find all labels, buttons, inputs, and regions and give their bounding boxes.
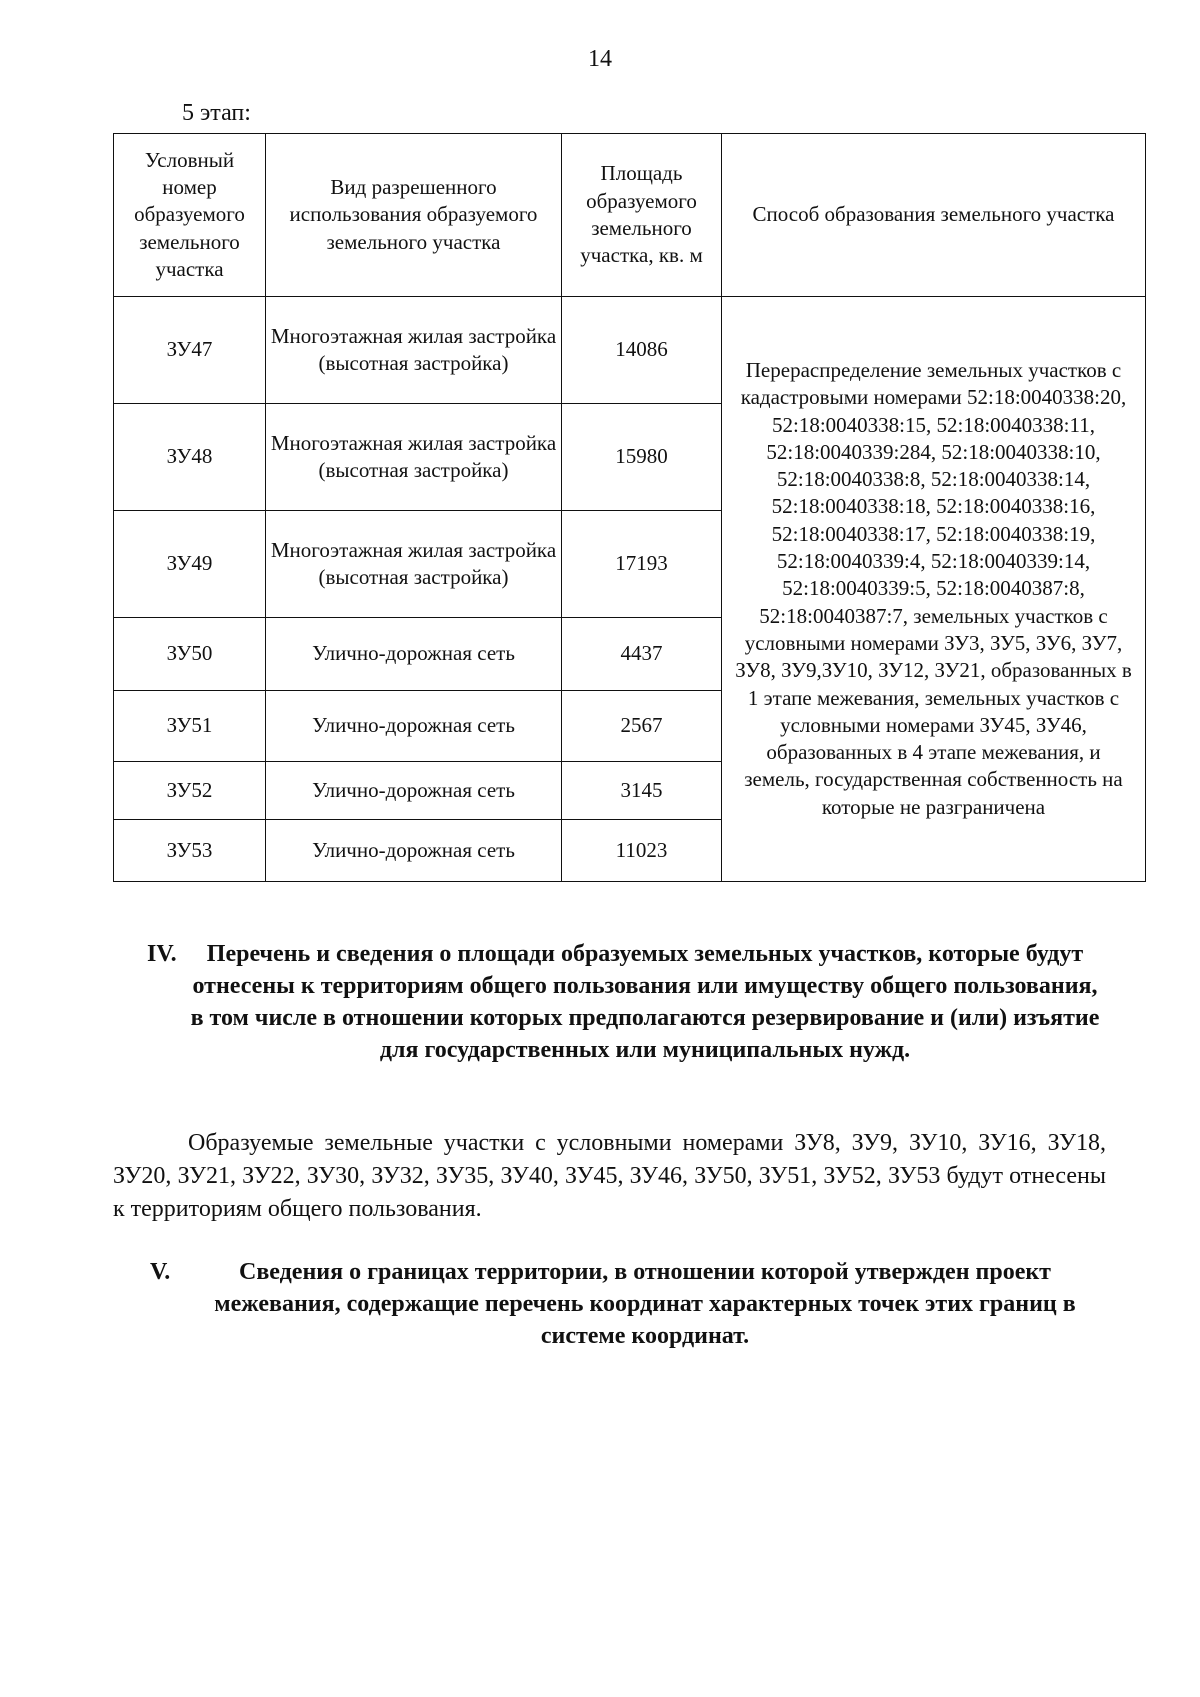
parcel-use: Улично-дорожная сеть	[266, 618, 562, 691]
parcel-area: 2567	[562, 691, 722, 762]
page-number: 14	[588, 46, 612, 72]
header-permitted-use: Вид разрешенного использования образуемого земельного участка	[266, 134, 562, 297]
header-area: Площадь образуемого земельного участка, кв. м	[562, 134, 722, 297]
parcel-id: ЗУ52	[114, 762, 266, 820]
parcel-area: 15980	[562, 404, 722, 511]
parcel-id: ЗУ50	[114, 618, 266, 691]
parcels-table	[113, 133, 1146, 882]
parcel-id: ЗУ51	[114, 691, 266, 762]
parcel-id: ЗУ49	[114, 511, 266, 618]
parcel-area: 11023	[562, 820, 722, 882]
header-parcel-number: Условный номер образуемого земельного участка	[114, 134, 266, 297]
parcel-id: ЗУ48	[114, 404, 266, 511]
parcel-use: Многоэтажная жилая застройка (высотная застройка)	[266, 511, 562, 618]
header-formation-method: Способ образования земельного участка	[722, 134, 1146, 297]
parcel-use: Улично-дорожная сеть	[266, 820, 562, 882]
parcel-id: ЗУ47	[114, 297, 266, 404]
stage-label: 5 этап:	[182, 100, 251, 126]
table-row	[114, 297, 1146, 404]
parcel-area: 4437	[562, 618, 722, 691]
paragraph-text: Образуемые земельные участки с условными номерами ЗУ8, ЗУ9, ЗУ10, ЗУ16, ЗУ18, ЗУ20, ЗУ21, ЗУ22, ЗУ30, ЗУ32, ЗУ35, ЗУ40, ЗУ45, ЗУ46, ЗУ50, ЗУ51, ЗУ52, ЗУ53 будут отнесены к территориям общего пользования.	[113, 1130, 1106, 1222]
parcel-use: Улично-дорожная сеть	[266, 691, 562, 762]
parcel-use: Многоэтажная жилая застройка (высотная застройка)	[266, 404, 562, 511]
table-header-row	[114, 134, 1146, 297]
section-iv-number: IV.	[147, 941, 177, 967]
public-use-paragraph	[113, 1127, 1106, 1226]
section-iv-title: Перечень и сведения о площади образуемых земельных участков, которые будут отнесены к территориям общего пользования или имуществу общего пользования, в том числе в отношении которых предполагаются резервирование и (или) изъятие для государственных или муниципальных нужд.	[190, 941, 1100, 1063]
formation-method: Перераспределение земельных участков с кадастровыми номерами 52:18:0040338:20, 52:18:0040338:15, 52:18:0040338:11, 52:18:0040339:284, 52:18:0040338:10, 52:18:0040338:8, 52:18:0040338:14, 52:18:0040338:18, 52:18:0040338:16, 52:18:0040338:17, 52:18:0040338:19, 52:18:0040339:4, 52:18:0040339:14, 52:18:0040339:5, 52:18:0040387:8, 52:18:0040387:7, земельных участков с условными номерами ЗУ3, ЗУ5, ЗУ6, ЗУ7, ЗУ8, ЗУ9,ЗУ10, ЗУ12, ЗУ21, образованных в 1 этапе межевания, земельных участков с условными номерами ЗУ45, ЗУ46, образованных в 4 этапе межевания, и земель, государственная собственность на которые не разграничена	[722, 297, 1146, 882]
parcel-area: 17193	[562, 511, 722, 618]
section-v-number: V.	[150, 1259, 171, 1285]
parcel-area: 3145	[562, 762, 722, 820]
parcel-use: Многоэтажная жилая застройка (высотная застройка)	[266, 297, 562, 404]
section-v-title: Сведения о границах территории, в отношении которой утвержден проект межевания, содержащие перечень координат характерных точек этих границ в системе координат.	[214, 1259, 1076, 1349]
parcel-area: 14086	[562, 297, 722, 404]
parcel-id: ЗУ53	[114, 820, 266, 882]
parcel-use: Улично-дорожная сеть	[266, 762, 562, 820]
